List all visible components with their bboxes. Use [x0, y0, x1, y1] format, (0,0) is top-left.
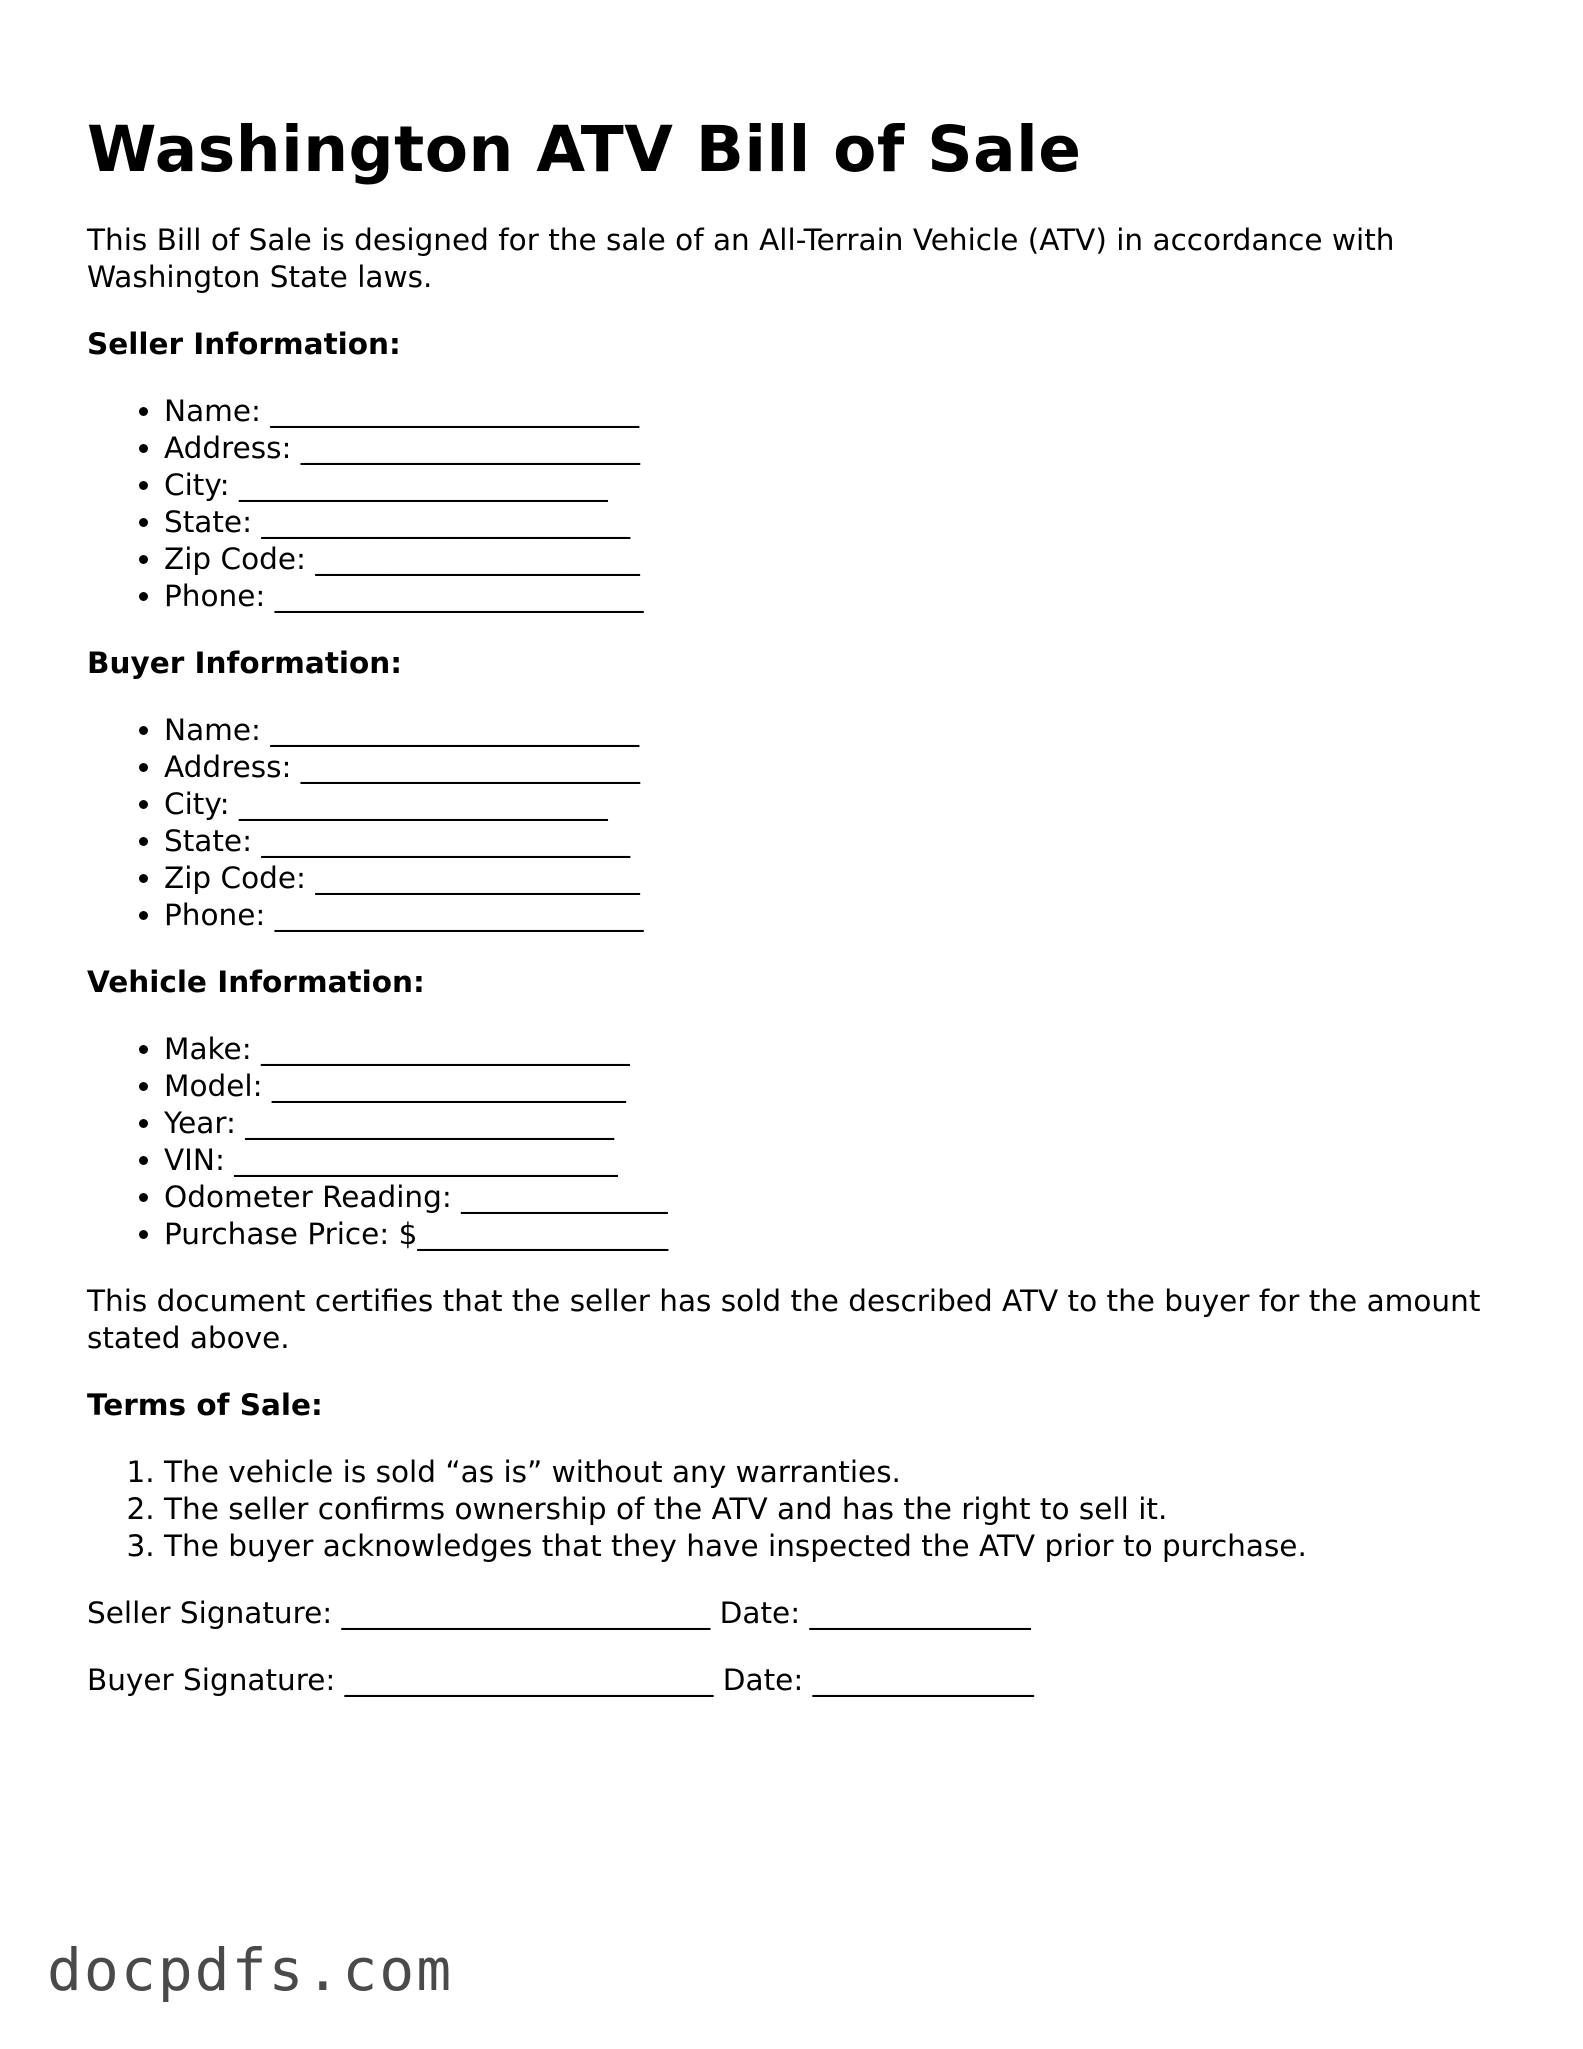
seller-state-field: • State: _________________________ [164, 504, 1507, 541]
buyer-phone-field: • Phone: _________________________ [164, 897, 1507, 934]
term-item: 1. The vehicle is sold “as is” without any warranties. [164, 1454, 1507, 1491]
buyer-signature-line: Buyer Signature: _________________________ Date: _______________ [87, 1663, 1034, 1697]
vehicle-model-field: • Model: ________________________ [164, 1068, 1507, 1105]
seller-section-heading: Seller Information: [87, 327, 401, 361]
buyer-name-field: • Name: _________________________ [164, 712, 1507, 749]
vehicle-year-field: • Year: _________________________ [164, 1105, 1507, 1142]
terms-section-heading: Terms of Sale: [87, 1388, 323, 1422]
certification-paragraph: This document certifies that the seller has sold the described ATV to the buyer for the amount stated above. [87, 1284, 1481, 1355]
bill-of-sale-document [87, 100, 1507, 1699]
seller-zip-field: • Zip Code: ______________________ [164, 541, 1507, 578]
vehicle-odometer-field: • Odometer Reading: ______________ [164, 1179, 1507, 1216]
buyer-state-field: • State: _________________________ [164, 823, 1507, 860]
intro-paragraph: This Bill of Sale is designed for the sale of an All-Terrain Vehicle (ATV) in accordance with Washington State laws. [87, 223, 1395, 294]
seller-address-field: • Address: _______________________ [164, 430, 1507, 467]
watermark: docpdfs.com [47, 1936, 454, 2004]
buyer-zip-field: • Zip Code: ______________________ [164, 860, 1507, 897]
vehicle-make-field: • Make: _________________________ [164, 1031, 1507, 1068]
seller-signature-line: Seller Signature: _________________________ Date: _______________ [87, 1596, 1031, 1630]
buyer-city-field: • City: _________________________ [164, 786, 1507, 823]
buyer-field-list [87, 712, 1507, 934]
terms-list [87, 1454, 1507, 1565]
vehicle-field-list [87, 1031, 1507, 1253]
term-item: 3. The buyer acknowledges that they have inspected the ATV prior to purchase. [164, 1528, 1507, 1565]
vehicle-vin-field: • VIN: __________________________ [164, 1142, 1507, 1179]
buyer-section-heading: Buyer Information: [87, 646, 403, 680]
seller-field-list [87, 393, 1507, 615]
vehicle-section-heading: Vehicle Information: [87, 965, 425, 999]
term-item: 2. The seller confirms ownership of the ATV and has the right to sell it. [164, 1491, 1507, 1528]
seller-name-field: • Name: _________________________ [164, 393, 1507, 430]
vehicle-price-field: • Purchase Price: $_________________ [164, 1216, 1507, 1253]
buyer-address-field: • Address: _______________________ [164, 749, 1507, 786]
document-title: Washington ATV Bill of Sale [87, 113, 1082, 186]
seller-phone-field: • Phone: _________________________ [164, 578, 1507, 615]
seller-city-field: • City: _________________________ [164, 467, 1507, 504]
